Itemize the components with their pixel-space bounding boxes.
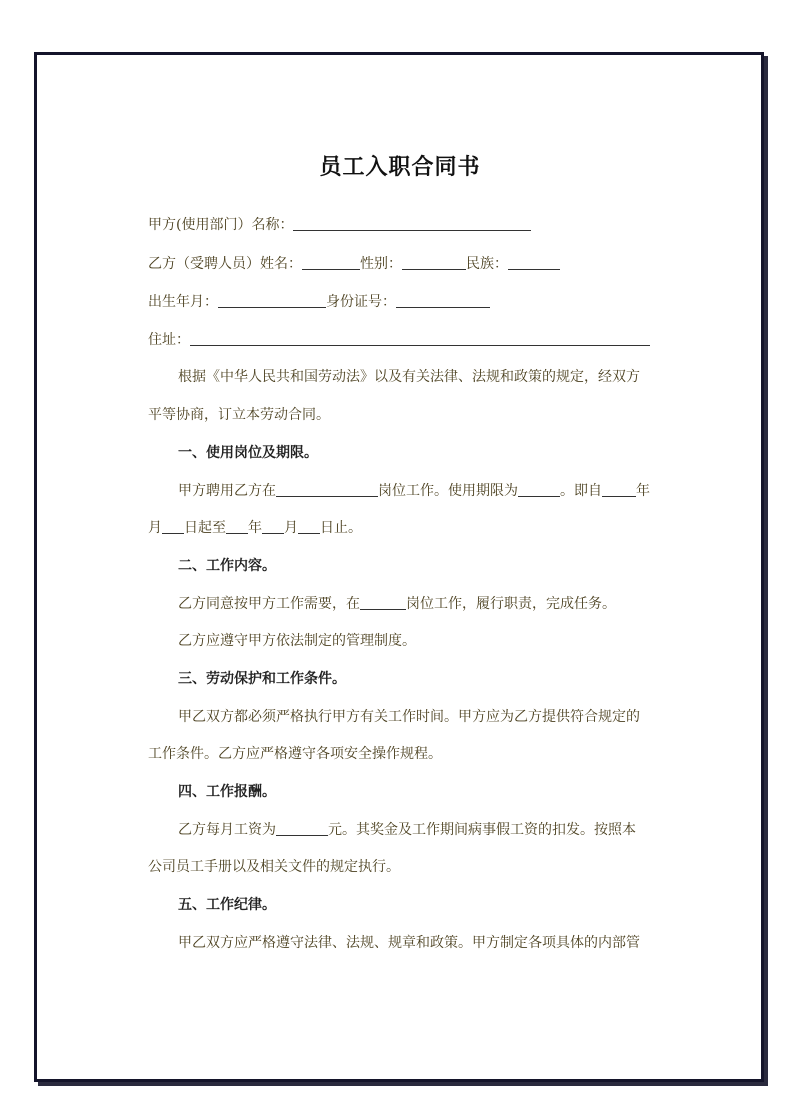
s1-text-e: 月 [148, 520, 162, 536]
intro-line-1: 根据《中华人民共和国劳动法》以及有关法律、法规和政策的规定，经双方 [178, 369, 640, 385]
s4-text-b: 元。其奖金及工作期间病事假工资的扣发。按照本 [328, 822, 636, 838]
address-line [148, 330, 650, 350]
party-a-name-blank [293, 216, 531, 231]
address-label: 住址： [148, 332, 190, 348]
party-a-line [148, 215, 531, 235]
party-a-label: 甲方(使用部门）名称： [148, 217, 294, 233]
gender-label: 性别： [360, 256, 402, 272]
section-5-line-1: 甲乙双方应严格遵守法律、法规、规章和政策。甲方制定各项具体的内部管 [178, 935, 640, 951]
section-2-line-2: 乙方应遵守甲方依法制定的管理制度。 [178, 633, 416, 649]
ethnicity-blank [508, 255, 560, 270]
intro-line-2: 平等协商，订立本劳动合同。 [148, 407, 330, 423]
birth-blank [218, 293, 326, 308]
id-label: 身份证号： [326, 294, 396, 310]
gender-blank [402, 255, 466, 270]
start-day-blank [162, 519, 184, 534]
s1-text-a: 甲方聘用乙方在 [178, 483, 276, 499]
party-b-name-blank [302, 255, 360, 270]
address-blank [190, 331, 650, 346]
s1-text-b: 岗位工作。使用期限为 [378, 483, 518, 499]
start-year-blank [602, 482, 636, 497]
section-2-line-1 [178, 594, 616, 614]
s1-text-i: 日止。 [320, 520, 362, 536]
section-3-line-2: 工作条件。乙方应严格遵守各项安全操作规程。 [148, 746, 442, 762]
s1-text-c: 。即自 [560, 483, 602, 499]
party-b-name-label: 乙方（受聘人员）姓名： [148, 256, 302, 272]
section-1-line-1 [178, 481, 650, 501]
salary-blank [276, 821, 328, 836]
s2-text-b: 岗位工作，履行职责，完成任务。 [406, 596, 616, 612]
section-3-line-1: 甲乙双方都必须严格执行甲方有关工作时间。甲方应为乙方提供符合规定的 [178, 709, 640, 725]
section-4-line-1 [178, 820, 636, 840]
end-year-blank [226, 519, 248, 534]
party-b-line [148, 254, 560, 274]
ethnicity-label: 民族： [466, 256, 508, 272]
id-blank [396, 293, 490, 308]
s1-text-h: 月 [284, 520, 298, 536]
birth-label: 出生年月： [148, 294, 218, 310]
section-2-heading: 二、工作内容。 [178, 558, 276, 574]
birth-id-line [148, 292, 490, 312]
term-blank [518, 482, 560, 497]
s1-text-g: 年 [248, 520, 262, 536]
section-3-heading: 三、劳动保护和工作条件。 [178, 671, 346, 687]
end-day-blank [298, 519, 320, 534]
s1-text-f: 日起至 [184, 520, 226, 536]
document-title: 员工入职合同书 [319, 155, 481, 180]
section-1-line-2 [148, 518, 362, 538]
s4-text-a: 乙方每月工资为 [178, 822, 276, 838]
section-4-line-2: 公司员工手册以及相关文件的规定执行。 [148, 859, 400, 875]
s1-text-d: 年 [636, 483, 650, 499]
document-page [34, 52, 764, 1082]
end-month-blank [262, 519, 284, 534]
section-4-heading: 四、工作报酬。 [178, 784, 276, 800]
section-1-heading: 一、使用岗位及期限。 [178, 445, 318, 461]
s2-post-blank [360, 595, 406, 610]
section-5-heading: 五、工作纪律。 [178, 897, 276, 913]
post-blank [276, 482, 378, 497]
s2-text-a: 乙方同意按甲方工作需要，在 [178, 596, 360, 612]
